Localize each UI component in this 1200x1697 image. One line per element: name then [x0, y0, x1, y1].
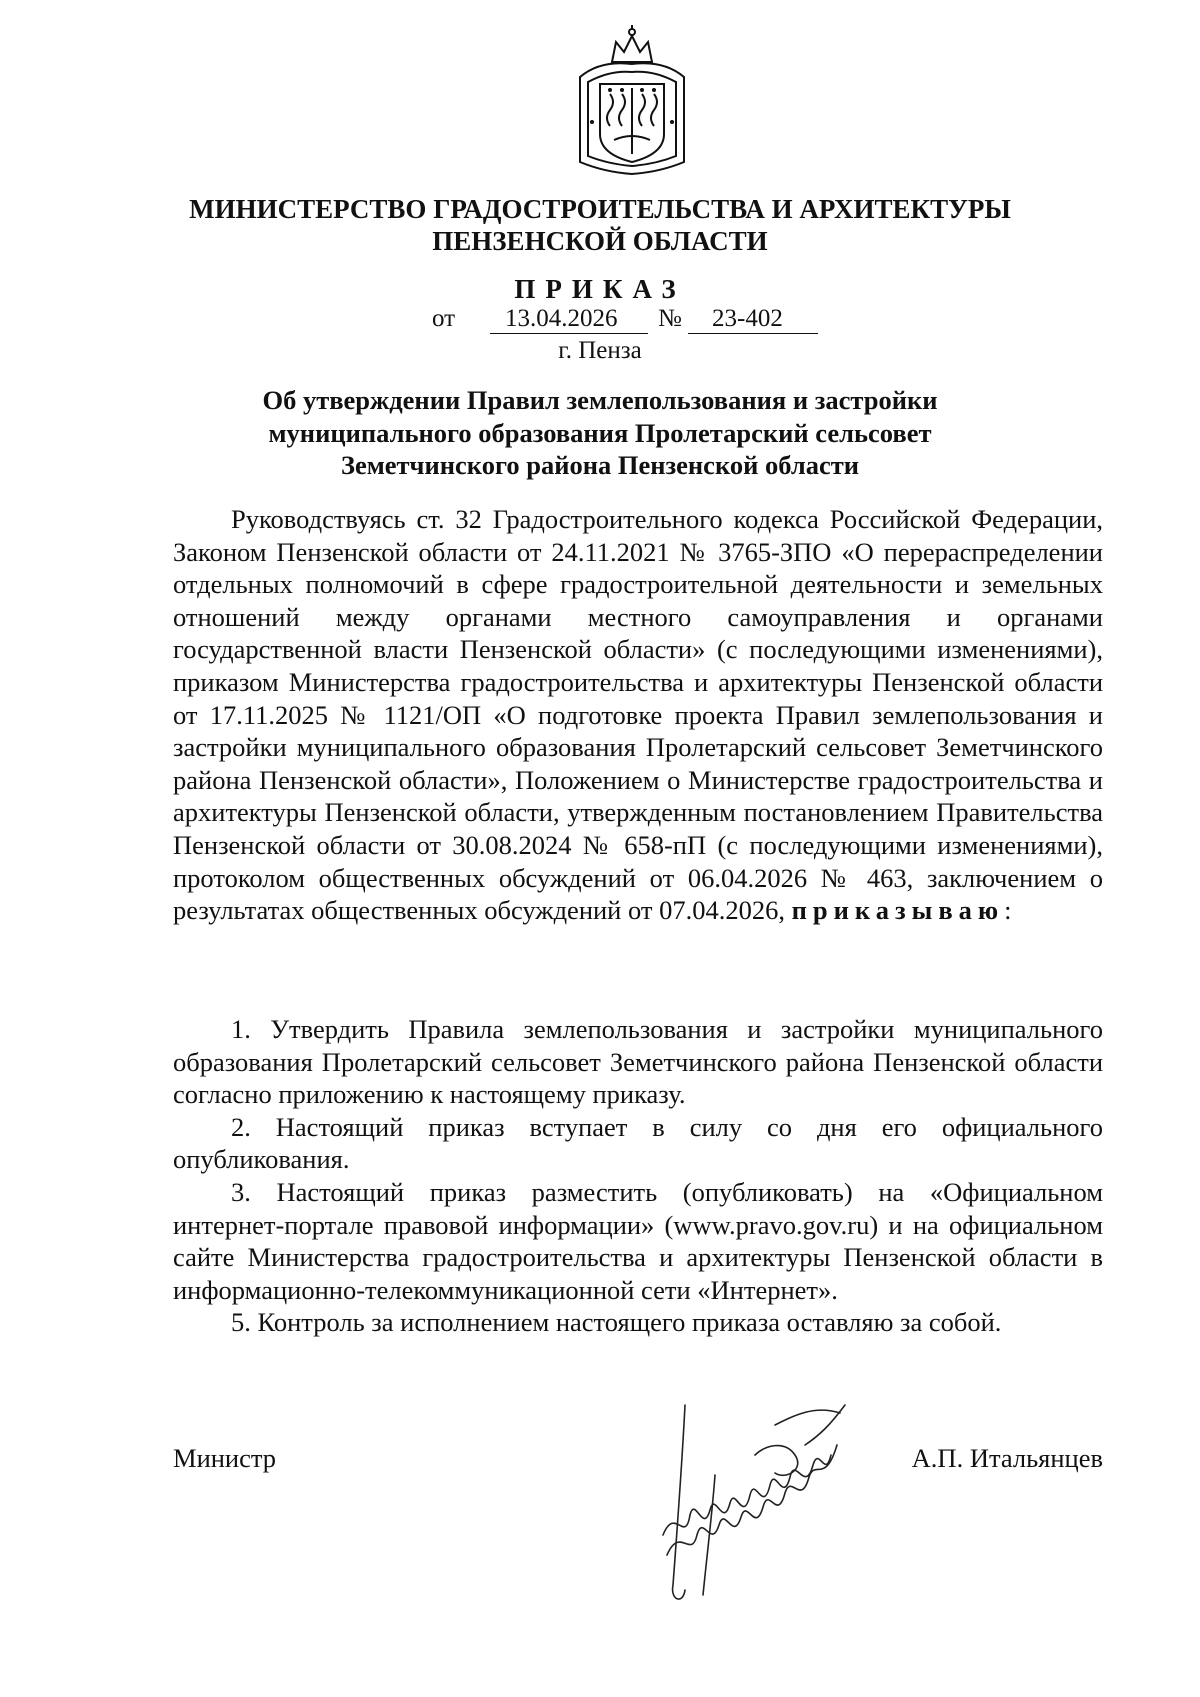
subject-line3: Земетчинского района Пензенской области [340, 450, 860, 480]
order-date: 13.04.2026 [505, 305, 618, 332]
order-date-number-line [0, 303, 1200, 335]
signer-title: Министр [173, 1443, 277, 1473]
order-item-1: 1. Утвердить Правила землепользования и застройки муниципального образования Пролетарский сельсовет Земетчинского района Пензенской области согласно приложению к настоящему приказу. [173, 1014, 1103, 1110]
signature-block [0, 1441, 1200, 1475]
handwritten-signature [655, 1385, 865, 1615]
order-item-2: 2. Настоящий приказ вступает в силу со дня его официального опубликования. [173, 1111, 1103, 1175]
date-underline [490, 333, 648, 334]
number-sign: № [658, 305, 682, 332]
order-item-3: 3. Настоящий приказ разместить (опубликовать) на «Официальном интернет-портале правовой информации» (www.pravo.gov.ru) и на официальном сайте Министерства градостроительства и архитектуры Пензенской области в информационно-телекоммуникационной сети «Интернет». [173, 1176, 1103, 1305]
subject-line1: Об утверждении Правил землепользования и застройки [262, 385, 938, 415]
order-subject [100, 384, 1100, 482]
coat-of-arms-icon [570, 22, 695, 182]
city-label: г. Пенза [558, 337, 642, 364]
document-type-title: ПРИКАЗ [514, 274, 686, 304]
order-items [173, 1013, 1103, 1339]
order-item-5: 5. Контроль за исполнением настоящего приказа оставляю за собой. [231, 1307, 1002, 1338]
ministry-name-line2: ПЕНЗЕНСКОЙ ОБЛАСТИ [432, 226, 768, 256]
number-underline [688, 333, 818, 334]
signer-name: А.П. Итальянцев [911, 1443, 1103, 1473]
date-prefix: от [432, 305, 456, 332]
preamble-text: Руководствуясь ст. 32 Градостроительного кодекса Российской Федерации, Законом Пензенской области от 24.11.2021 № 3765-ЗПО «О перераспределении отдельных полномочий в сфере градостроительной деятельности и земельных отношений между органами местного самоуправления и органами государственной власти Пензенской области» (с последующими изменениями), приказом Министерства градостроительства и архитектуры Пензенской области от 17.11.2025 № 1121/ОП «О подготовке проекта Правил землепользования и застройки муниципального образования Пролетарский сельсовет Земетчинского района Пензенской области», Положением о Министерстве градостроительства и архитектуры Пензенской области, утвержденным постановлением Правительства Пензенской области от 30.08.2024 № 658-пП (с последующими изменениями), протоколом общественных обсуждений от 06.04.2026 № 463, заключением о результатах общественных обсуждений от 07.04.2026, [173, 504, 1103, 926]
order-word: приказываю [791, 895, 1005, 926]
preamble-colon: : [1004, 895, 1012, 926]
ministry-name-line1: МИНИСТЕРСТВО ГРАДОСТРОИТЕЛЬСТВА И АРХИТЕКТУРЫ [189, 194, 1011, 224]
order-number: 23-402 [712, 305, 783, 332]
subject-line2: муниципального образования Пролетарский сельсовет [268, 417, 932, 448]
preamble-paragraph [173, 503, 1103, 927]
